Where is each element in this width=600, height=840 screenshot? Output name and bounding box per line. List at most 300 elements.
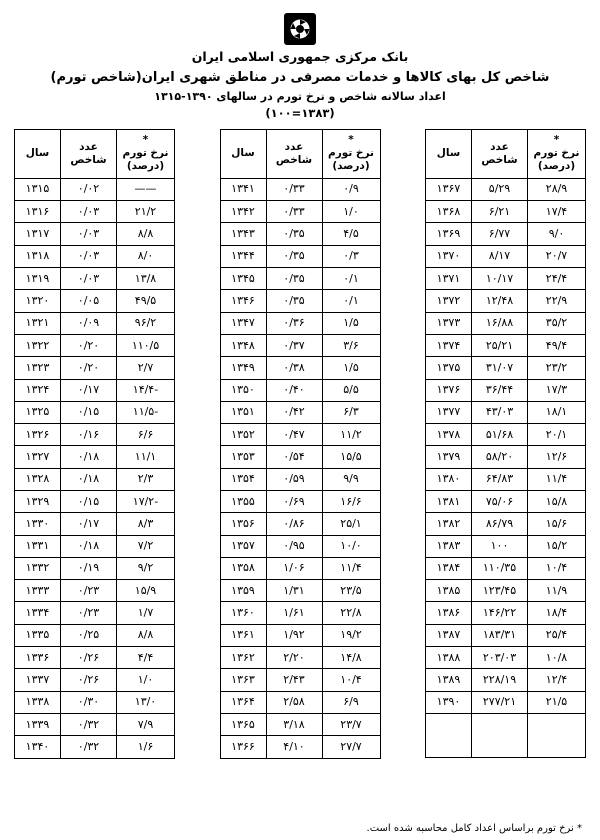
cell-year: ۱۳۶۱	[220, 624, 266, 646]
cell-year: ۱۳۹۰	[426, 691, 472, 713]
cell-year: ۱۳۲۰	[15, 290, 61, 312]
cell-year: ۱۳۱۷	[15, 223, 61, 245]
cell-index: ۰/۴۲	[266, 401, 322, 423]
cell-rate: ۰/۱	[322, 268, 380, 290]
table-row	[15, 557, 175, 579]
cell-rate: ۱۱/۹	[528, 580, 586, 602]
cell-rate: ۱۱۰/۵	[117, 334, 175, 356]
cell-empty	[528, 713, 586, 735]
table-middle-wrapper	[220, 129, 381, 759]
cell-year: ۱۳۲۳	[15, 357, 61, 379]
cell-rate: ۴۹/۴	[528, 334, 586, 356]
table-row	[426, 201, 586, 223]
cell-index: ۰/۳۷	[266, 334, 322, 356]
cell-year: ۱۳۵۶	[220, 513, 266, 535]
cell-rate: ۲۵/۴	[528, 624, 586, 646]
cell-rate: ۲۱/۵	[528, 691, 586, 713]
base-year-note: (۱۳۸۳=۱۰۰)	[265, 105, 335, 120]
cell-index: ۷۵/۰۶	[472, 491, 528, 513]
cell-year: ۱۳۲۸	[15, 468, 61, 490]
column-header-year: سال	[15, 129, 61, 178]
table-row	[15, 446, 175, 468]
table-row	[15, 491, 175, 513]
table-row	[15, 468, 175, 490]
table-row	[220, 401, 380, 423]
cell-year: ۱۳۴۰	[15, 736, 61, 758]
cell-year: ۱۳۸۶	[426, 602, 472, 624]
table-left-body	[426, 178, 586, 757]
cell-rate: ۱۲/۴	[528, 669, 586, 691]
cell-year: ۱۳۶۷	[426, 178, 472, 200]
cell-index: ۰/۳۵	[266, 268, 322, 290]
table-row	[426, 624, 586, 646]
cell-year: ۱۳۸۱	[426, 491, 472, 513]
table-header-row	[15, 129, 175, 178]
table-left-wrapper	[425, 129, 586, 758]
cell-year: ۱۳۳۸	[15, 691, 61, 713]
cell-rate: ۱/۰	[117, 669, 175, 691]
cell-rate: ۱۳/۸	[117, 268, 175, 290]
cell-rate: ۱۰/۴	[322, 669, 380, 691]
cell-index: ۰/۹۵	[266, 535, 322, 557]
cell-rate: ۴/۵	[322, 223, 380, 245]
table-row	[15, 178, 175, 200]
rate-star: *	[553, 134, 560, 147]
cell-year: ۱۳۵۵	[220, 491, 266, 513]
cell-index: ۰/۱۸	[61, 446, 117, 468]
column-header-index: عدد شاخص	[266, 129, 322, 178]
cell-index: ۲۷۷/۲۱	[472, 691, 528, 713]
cell-index: ۵/۲۹	[472, 178, 528, 200]
cell-index: ۰/۱۶	[61, 424, 117, 446]
cell-index: ۵۸/۲۰	[472, 446, 528, 468]
cell-index: ۱۱۰/۳۵	[472, 557, 528, 579]
cell-year: ۱۳۵۸	[220, 557, 266, 579]
cell-year: ۱۳۴۹	[220, 357, 266, 379]
cell-year: ۱۳۷۹	[426, 446, 472, 468]
cell-index: ۰/۰۳	[61, 223, 117, 245]
cell-index: ۱۶/۸۸	[472, 312, 528, 334]
table-row	[15, 580, 175, 602]
cell-rate: ۱۵/۸	[528, 491, 586, 513]
cell-rate: ۲۳/۷	[322, 713, 380, 735]
cell-year: ۱۳۷۰	[426, 245, 472, 267]
cell-index: ۰/۶۹	[266, 491, 322, 513]
table-row	[15, 334, 175, 356]
cell-rate: ۹/۹	[322, 468, 380, 490]
cell-year: ۱۳۳۷	[15, 669, 61, 691]
cell-rate: ۲۱/۲	[117, 201, 175, 223]
cell-year: ۱۳۲۲	[15, 334, 61, 356]
cell-index: ۰/۳۸	[266, 357, 322, 379]
cell-index: ۱۴۶/۲۲	[472, 602, 528, 624]
cell-index: ۰/۰۵	[61, 290, 117, 312]
cell-index: ۰/۵۴	[266, 446, 322, 468]
table-middle-body	[220, 178, 380, 758]
cell-rate: ۲۳/۲	[528, 357, 586, 379]
rate-label: نرخ تورم (درصد)	[533, 147, 580, 173]
cell-index: ۰/۳۲	[61, 713, 117, 735]
cell-empty	[472, 735, 528, 757]
footnote: * نرخ تورم براساس اعداد کامل محاسبه شده است.	[366, 823, 582, 834]
cell-year: ۱۳۳۱	[15, 535, 61, 557]
cell-year: ۱۳۷۳	[426, 312, 472, 334]
table-row	[426, 379, 586, 401]
document-header	[14, 10, 586, 125]
cell-year: ۱۳۱۶	[15, 201, 61, 223]
cell-rate: ۴۹/۵	[117, 290, 175, 312]
table-row	[426, 513, 586, 535]
cell-year: ۱۳۸۳	[426, 535, 472, 557]
cell-index: ۵۱/۶۸	[472, 424, 528, 446]
cell-rate: ۱۸/۴	[528, 602, 586, 624]
table-row	[15, 379, 175, 401]
cell-empty	[472, 713, 528, 735]
cell-rate: ۱۰/۰	[322, 535, 380, 557]
cell-index: ۳۶/۴۴	[472, 379, 528, 401]
table-row	[15, 223, 175, 245]
table-row	[220, 580, 380, 602]
cell-rate: ۶/۹	[322, 691, 380, 713]
cell-empty	[426, 713, 472, 735]
cell-index: ۰/۲۶	[61, 669, 117, 691]
cell-index: ۴/۱۰	[266, 736, 322, 758]
cell-rate: ——	[117, 178, 175, 200]
table-row	[220, 691, 380, 713]
table-row	[15, 290, 175, 312]
cell-index: ۱۲۳/۴۵	[472, 580, 528, 602]
table-row	[220, 468, 380, 490]
table-row	[220, 379, 380, 401]
cell-year: ۱۳۵۲	[220, 424, 266, 446]
cell-index: ۰/۰۹	[61, 312, 117, 334]
cell-rate: ۹۶/۲	[117, 312, 175, 334]
cell-rate: ۱۹/۲	[322, 624, 380, 646]
page-subtitle: اعداد سالانه شاخص و نرخ تورم در سالهای ۱۳۹۰-۱۳۱۵	[154, 89, 446, 103]
cell-year: ۱۳۴۱	[220, 178, 266, 200]
cell-rate: ۱۳/۰	[117, 691, 175, 713]
cell-year: ۱۳۲۱	[15, 312, 61, 334]
cell-rate: ۷/۲	[117, 535, 175, 557]
cell-rate: ۳/۶	[322, 334, 380, 356]
cell-rate: ۲۲/۹	[528, 290, 586, 312]
table-row	[220, 290, 380, 312]
cell-index: ۱/۰۶	[266, 557, 322, 579]
cell-rate: ۸/۳	[117, 513, 175, 535]
cell-rate: ۲۲/۸	[322, 602, 380, 624]
cell-rate: -۱۴/۴	[117, 379, 175, 401]
cell-year: ۱۳۷۸	[426, 424, 472, 446]
cell-rate: ۱۵/۹	[117, 580, 175, 602]
cell-index: ۰/۲۰	[61, 334, 117, 356]
table-row	[220, 268, 380, 290]
cell-rate: ۶/۳	[322, 401, 380, 423]
cell-year: ۱۳۱۵	[15, 178, 61, 200]
cell-year: ۱۳۶۵	[220, 713, 266, 735]
table-row	[220, 602, 380, 624]
column-header-rate	[322, 129, 380, 178]
table-row	[220, 713, 380, 735]
cell-index: ۰/۵۹	[266, 468, 322, 490]
cell-year: ۱۳۶۳	[220, 669, 266, 691]
cell-index: ۰/۲۰	[61, 357, 117, 379]
cell-index: ۱/۳۱	[266, 580, 322, 602]
cell-rate: ۲/۳	[117, 468, 175, 490]
cell-rate: ۲۷/۷	[322, 736, 380, 758]
cell-year: ۱۳۳۴	[15, 602, 61, 624]
cell-index: ۴۳/۰۳	[472, 401, 528, 423]
table-row	[426, 178, 586, 200]
table-row	[220, 223, 380, 245]
table-row	[426, 691, 586, 713]
cell-index: ۱۰/۱۷	[472, 268, 528, 290]
table-row	[15, 647, 175, 669]
table-row	[220, 647, 380, 669]
cell-rate: ۱۵/۶	[528, 513, 586, 535]
cell-year: ۱۳۲۹	[15, 491, 61, 513]
cell-index: ۰/۲۵	[61, 624, 117, 646]
table-row	[220, 446, 380, 468]
cell-index: ۰/۲۳	[61, 602, 117, 624]
cell-rate: ۱/۰	[322, 201, 380, 223]
cell-index: ۲/۴۳	[266, 669, 322, 691]
rate-label: نرخ تورم (درصد)	[122, 147, 169, 173]
table-row	[15, 624, 175, 646]
cell-year: ۱۳۸۹	[426, 669, 472, 691]
cell-index: ۰/۱۸	[61, 468, 117, 490]
page-title: شاخص کل بهای کالاها و خدمات مصرفی در مناطق شهری ایران(شاخص تورم)	[50, 70, 550, 85]
table-filler-row	[426, 713, 586, 735]
column-header-year: سال	[426, 129, 472, 178]
table-row	[15, 401, 175, 423]
table-row	[426, 491, 586, 513]
table-row	[426, 580, 586, 602]
cell-rate: ۱۱/۴	[528, 468, 586, 490]
table-row	[426, 223, 586, 245]
cell-index: ۰/۳۰	[61, 691, 117, 713]
cell-year: ۱۳۲۷	[15, 446, 61, 468]
cell-index: ۰/۳۶	[266, 312, 322, 334]
table-row	[15, 736, 175, 758]
cell-year: ۱۳۵۰	[220, 379, 266, 401]
table-header-row	[426, 129, 586, 178]
table-row	[220, 669, 380, 691]
table-left	[425, 129, 586, 758]
cell-rate: ۱۸/۱	[528, 401, 586, 423]
cell-rate: ۲۵/۱	[322, 513, 380, 535]
cell-index: ۰/۰۲	[61, 178, 117, 200]
cell-rate: ۱۵/۵	[322, 446, 380, 468]
table-row	[426, 535, 586, 557]
cell-year: ۱۳۶۶	[220, 736, 266, 758]
cell-empty	[426, 735, 472, 757]
cell-index: ۰/۴۷	[266, 424, 322, 446]
cell-index: ۲۵/۲۱	[472, 334, 528, 356]
cell-index: ۰/۱۵	[61, 401, 117, 423]
table-row	[220, 557, 380, 579]
cell-rate: ۱۱/۲	[322, 424, 380, 446]
cell-rate: ۱۱/۱	[117, 446, 175, 468]
table-row	[15, 535, 175, 557]
cell-rate: ۱۴/۸	[322, 647, 380, 669]
column-header-rate	[117, 129, 175, 178]
cell-index: ۶/۷۷	[472, 223, 528, 245]
cell-rate: ۴/۴	[117, 647, 175, 669]
table-row	[426, 424, 586, 446]
cell-year: ۱۳۳۶	[15, 647, 61, 669]
cell-year: ۱۳۴۳	[220, 223, 266, 245]
table-row	[426, 401, 586, 423]
table-row	[426, 468, 586, 490]
cell-index: ۱/۹۲	[266, 624, 322, 646]
cell-rate: ۲۰/۱	[528, 424, 586, 446]
cell-rate: ۱۵/۲	[528, 535, 586, 557]
cell-rate: ۱۲/۶	[528, 446, 586, 468]
cell-index: ۶/۲۱	[472, 201, 528, 223]
cell-index: ۰/۳۳	[266, 201, 322, 223]
rate-star: *	[142, 134, 149, 147]
cell-rate: ۸/۸	[117, 624, 175, 646]
cell-index: ۰/۳۳	[266, 178, 322, 200]
table-middle	[220, 129, 381, 759]
table-right	[14, 129, 175, 759]
cell-year: ۱۳۴۷	[220, 312, 266, 334]
cell-index: ۰/۳۵	[266, 290, 322, 312]
table-row	[426, 334, 586, 356]
cell-year: ۱۳۵۴	[220, 468, 266, 490]
cell-year: ۱۳۵۷	[220, 535, 266, 557]
table-row	[15, 513, 175, 535]
cell-rate: ۲۰/۷	[528, 245, 586, 267]
cell-empty	[528, 735, 586, 757]
central-bank-logo-icon	[283, 12, 317, 46]
cell-rate: ۸/۸	[117, 223, 175, 245]
cell-index: ۳۱/۰۷	[472, 357, 528, 379]
cell-year: ۱۳۳۹	[15, 713, 61, 735]
cell-rate: ۲۸/۹	[528, 178, 586, 200]
cell-index: ۱۲/۴۸	[472, 290, 528, 312]
cell-rate: ۱/۵	[322, 357, 380, 379]
table-row	[15, 713, 175, 735]
cell-index: ۰/۱۵	[61, 491, 117, 513]
cell-index: ۰/۳۵	[266, 223, 322, 245]
table-row	[220, 245, 380, 267]
cell-year: ۱۳۷۴	[426, 334, 472, 356]
cell-year: ۱۳۶۹	[426, 223, 472, 245]
table-row	[220, 491, 380, 513]
cell-rate: ۹/۲	[117, 557, 175, 579]
cell-year: ۱۳۴۶	[220, 290, 266, 312]
cell-index: ۱۰۰	[472, 535, 528, 557]
cell-rate: ۱/۷	[117, 602, 175, 624]
table-row	[220, 624, 380, 646]
cell-year: ۱۳۸۸	[426, 647, 472, 669]
cell-index: ۰/۱۷	[61, 379, 117, 401]
cell-year: ۱۳۸۷	[426, 624, 472, 646]
cell-rate: ۱۷/۴	[528, 201, 586, 223]
cell-year: ۱۳۳۲	[15, 557, 61, 579]
table-row	[15, 602, 175, 624]
cell-rate: ۱۰/۴	[528, 557, 586, 579]
cell-year: ۱۳۳۳	[15, 580, 61, 602]
table-row	[220, 334, 380, 356]
cell-index: ۰/۰۳	[61, 245, 117, 267]
cell-year: ۱۳۷۱	[426, 268, 472, 290]
cell-index: ۲/۵۸	[266, 691, 322, 713]
cell-rate: ۱/۵	[322, 312, 380, 334]
cell-index: ۰/۱۸	[61, 535, 117, 557]
table-header-row	[220, 129, 380, 178]
cell-index: ۳/۱۸	[266, 713, 322, 735]
table-row	[426, 446, 586, 468]
cell-rate: ۷/۹	[117, 713, 175, 735]
cell-rate: ۶/۶	[117, 424, 175, 446]
cell-index: ۲۰۳/۰۳	[472, 647, 528, 669]
cell-index: ۰/۲۶	[61, 647, 117, 669]
cell-index: ۶۴/۸۳	[472, 468, 528, 490]
table-row	[15, 268, 175, 290]
table-row	[15, 357, 175, 379]
table-row	[220, 535, 380, 557]
column-header-rate	[528, 129, 586, 178]
cell-rate: ۰/۱	[322, 290, 380, 312]
table-row	[220, 424, 380, 446]
cell-index: ۰/۳۵	[266, 245, 322, 267]
cell-index: ۰/۰۳	[61, 268, 117, 290]
table-row	[426, 245, 586, 267]
cell-year: ۱۳۷۵	[426, 357, 472, 379]
rate-label: نرخ تورم (درصد)	[328, 147, 374, 173]
table-filler-row	[426, 735, 586, 757]
table-row	[426, 557, 586, 579]
cell-year: ۱۳۲۶	[15, 424, 61, 446]
cell-year: ۱۳۳۰	[15, 513, 61, 535]
cell-index: ۱۸۳/۳۱	[472, 624, 528, 646]
cell-year: ۱۳۲۴	[15, 379, 61, 401]
cell-year: ۱۳۴۵	[220, 268, 266, 290]
table-row	[220, 357, 380, 379]
cell-rate: ۹/۰	[528, 223, 586, 245]
cell-rate: ۱۱/۴	[322, 557, 380, 579]
cell-year: ۱۳۷۷	[426, 401, 472, 423]
cell-year: ۱۳۴۴	[220, 245, 266, 267]
cell-year: ۱۳۲۵	[15, 401, 61, 423]
table-row	[426, 647, 586, 669]
cell-year: ۱۳۸۰	[426, 468, 472, 490]
table-row	[15, 424, 175, 446]
column-header-index: عدد شاخص	[61, 129, 117, 178]
cell-year: ۱۳۱۸	[15, 245, 61, 267]
cell-rate: ۱/۶	[117, 736, 175, 758]
cell-rate: ۲۳/۵	[322, 580, 380, 602]
cell-index: ۰/۱۹	[61, 557, 117, 579]
tables-container	[14, 129, 586, 817]
table-row	[15, 691, 175, 713]
cell-index: ۸/۱۷	[472, 245, 528, 267]
cell-rate: -۱۷/۲	[117, 491, 175, 513]
cell-index: ۰/۲۳	[61, 580, 117, 602]
table-row	[220, 201, 380, 223]
cell-year: ۱۳۶۴	[220, 691, 266, 713]
cell-year: ۱۳۴۲	[220, 201, 266, 223]
column-header-index: عدد شاخص	[472, 129, 528, 178]
cell-index: ۲۲۸/۱۹	[472, 669, 528, 691]
cell-year: ۱۳۶۰	[220, 602, 266, 624]
cell-rate: ۱۶/۶	[322, 491, 380, 513]
cell-year: ۱۳۷۶	[426, 379, 472, 401]
cell-rate: ۲۴/۴	[528, 268, 586, 290]
cell-rate: ۵/۵	[322, 379, 380, 401]
